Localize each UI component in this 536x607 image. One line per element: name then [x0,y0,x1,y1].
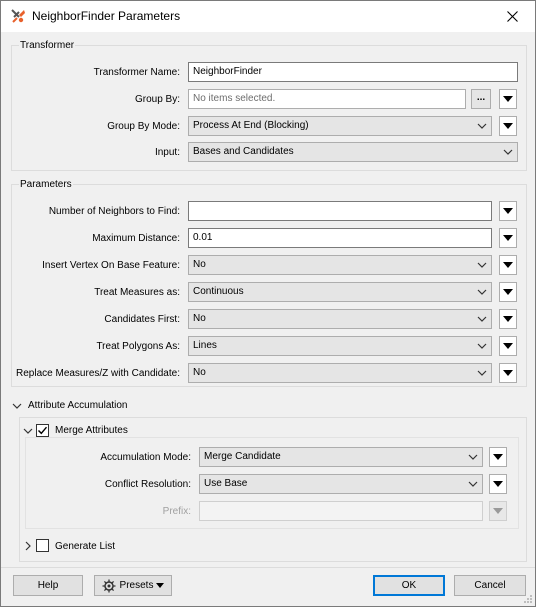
group-by-mode-label: Group By Mode: [107,121,180,132]
merge-attributes-checkbox[interactable] [36,424,49,437]
chevron-right-icon[interactable] [23,541,33,551]
chevron-down-icon [477,368,487,378]
group-by-mode-menu-button[interactable] [499,116,517,136]
transformer-group-title: Transformer [20,40,75,51]
cancel-button[interactable] [454,575,526,596]
replace-measures-menu-button[interactable] [499,363,517,383]
chevron-down-icon [468,479,478,489]
conflict-resolution-label: Conflict Resolution: [104,479,191,490]
help-button-label: Help [37,580,59,591]
group-by-browse-button[interactable]: ... [471,89,491,109]
triangle-down-icon [493,454,503,460]
treat-polygons-value: Lines [193,340,217,351]
insert-vertex-combo[interactable] [188,255,492,275]
chevron-down-icon [477,314,487,324]
prefix-field[interactable] [199,501,483,521]
chevron-down-icon[interactable] [23,426,33,436]
chevron-down-icon [503,147,513,157]
generate-list-label: Generate List [55,541,116,552]
neighbors-field[interactable] [188,201,492,221]
title-bar [1,1,535,32]
ok-button[interactable] [373,575,445,596]
cancel-button-label: Cancel [474,580,506,591]
neighbors-menu-button[interactable] [499,201,517,221]
neighbors-label: Number of Neighbors to Find: [48,206,180,217]
insert-vertex-label: Insert Vertex On Base Feature: [42,260,180,271]
chevron-down-icon [477,287,487,297]
triangle-down-icon [503,289,513,295]
transformer-name-field[interactable]: NeighborFinder [188,62,518,82]
group-by-menu-button[interactable] [499,89,517,109]
triangle-down-icon [493,508,503,514]
attribute-accumulation-title: Attribute Accumulation [28,400,128,411]
window-title: NeighborFinder Parameters [32,9,181,23]
input-combo[interactable] [188,142,518,162]
chevron-down-icon [477,121,487,131]
merge-attributes-label: Merge Attributes [55,425,128,436]
max-distance-label: Maximum Distance: [92,233,180,244]
max-distance-field[interactable]: 0.01 [188,228,492,248]
candidates-first-value: No [193,313,206,324]
accumulation-mode-label: Accumulation Mode: [100,452,191,463]
group-by-mode-value: Process At End (Blocking) [193,120,309,131]
conflict-resolution-combo[interactable] [199,474,483,494]
parameters-group-title: Parameters [20,179,72,190]
presets-button-label: Presets [119,580,154,591]
candidates-first-label: Candidates First: [104,314,180,325]
transformer-name-label: Transformer Name: [93,67,180,78]
help-button[interactable] [13,575,83,596]
input-value: Bases and Candidates [193,146,294,157]
treat-measures-value: Continuous [193,286,244,297]
treat-polygons-combo[interactable] [188,336,492,356]
checkmark-icon [37,425,48,436]
replace-measures-combo[interactable] [188,363,492,383]
presets-button[interactable] [94,575,172,596]
conflict-resolution-menu-button[interactable] [489,474,507,494]
accumulation-mode-value: Merge Candidate [204,451,281,462]
prefix-menu-button[interactable] [489,501,507,521]
close-button[interactable] [490,1,535,32]
treat-polygons-label: Treat Polygons As: [96,341,180,352]
candidates-first-combo[interactable] [188,309,492,329]
triangle-down-icon [503,343,513,349]
ok-button-label: OK [401,580,417,591]
triangle-down-icon [503,316,513,322]
max-distance-menu-button[interactable] [499,228,517,248]
group-by-label: Group By: [134,94,180,105]
input-label: Input: [154,147,180,158]
gear-icon [102,579,116,593]
chevron-down-icon [468,452,478,462]
triangle-down-icon [503,208,513,214]
group-by-field[interactable]: No items selected. [188,89,466,109]
prefix-label: Prefix: [162,506,191,517]
triangle-down-icon [493,481,503,487]
insert-vertex-menu-button[interactable] [499,255,517,275]
replace-measures-value: No [193,367,206,378]
treat-measures-combo[interactable] [188,282,492,302]
triangle-down-icon [503,96,513,102]
fme-transformer-icon [10,8,26,24]
resize-grip-icon[interactable] [523,594,533,604]
chevron-down-icon [477,341,487,351]
replace-measures-label: Replace Measures/Z with Candidate: [16,368,180,379]
chevron-down-icon [477,260,487,270]
close-icon [507,11,518,22]
triangle-down-icon [503,370,513,376]
group-by-mode-combo[interactable] [188,116,492,136]
candidates-first-menu-button[interactable] [499,309,517,329]
triangle-down-icon [503,235,513,241]
treat-measures-menu-button[interactable] [499,282,517,302]
accumulation-mode-menu-button[interactable] [489,447,507,467]
chevron-down-icon[interactable] [12,401,22,411]
triangle-down-icon [156,583,164,588]
triangle-down-icon [503,262,513,268]
footer-divider [1,567,535,568]
insert-vertex-value: No [193,259,206,270]
accumulation-mode-combo[interactable] [199,447,483,467]
treat-measures-label: Treat Measures as: [94,287,180,298]
triangle-down-icon [503,123,513,129]
treat-polygons-menu-button[interactable] [499,336,517,356]
conflict-resolution-value: Use Base [204,478,248,489]
generate-list-checkbox[interactable] [36,539,49,552]
